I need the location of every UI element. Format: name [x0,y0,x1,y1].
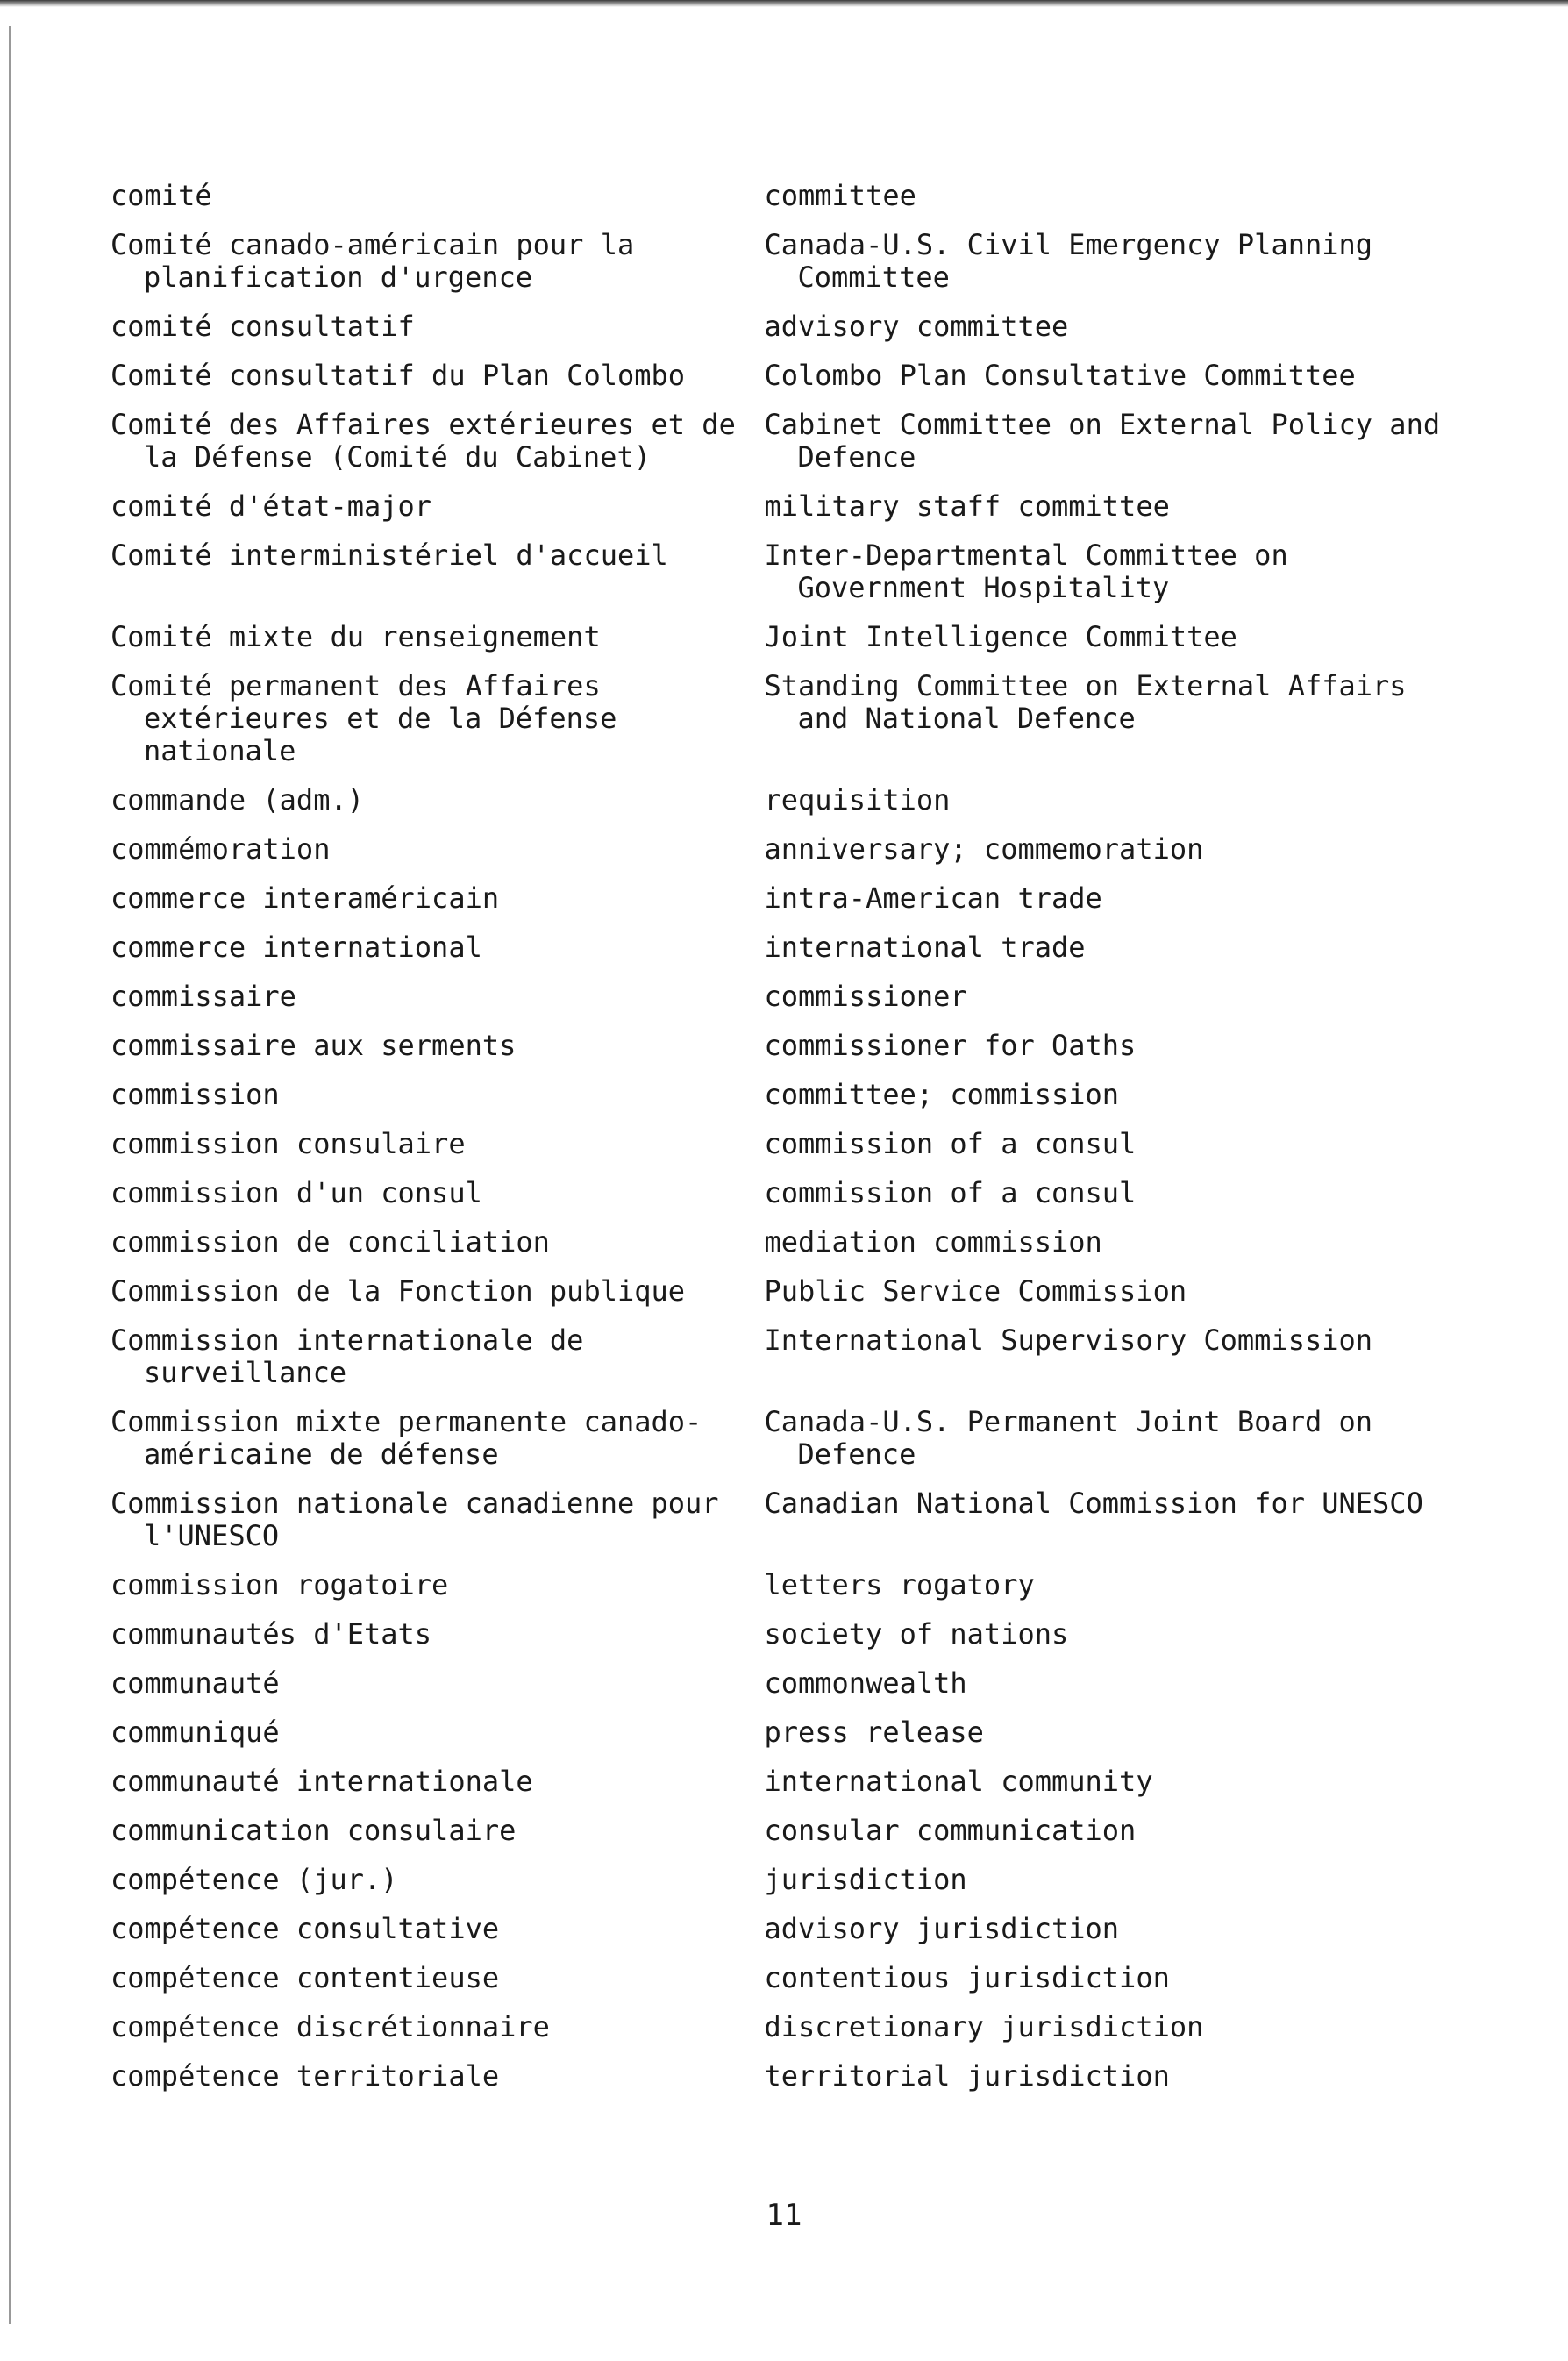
english-term: commission of a consul [764,1127,1137,1160]
glossary-entry [110,2011,1443,2044]
english-term: requisition [764,783,951,817]
english-term: international community [764,1765,1153,1798]
french-term: commande (adm.) [110,783,364,817]
english-term: anniversary; commemoration [764,832,1204,866]
glossary-entry [110,360,1443,392]
english-term: Canadian National Commission for UNESCO [764,1487,1423,1520]
french-term: commission de conciliation [110,1225,550,1259]
french-term: Comité mixte du renseignement [110,620,601,653]
glossary-table [110,179,1458,2109]
french-term: Comité permanent des Affaires extérieures et de la Défense nationale [110,669,634,767]
french-term: commissaire [110,980,296,1013]
french-term: Commission de la Fonction publique [110,1274,686,1308]
english-term: contentious jurisdiction [764,1961,1170,1994]
scan-top-edge [0,0,1568,7]
french-term: communautés d'Etats [110,1617,432,1651]
french-term: commission rogatoire [110,1568,449,1601]
glossary-entry [110,1487,1443,1552]
english-term: mediation commission [764,1225,1102,1259]
english-term: intra-American trade [764,881,1102,915]
glossary-entry [110,833,1443,866]
glossary-entry [110,408,1458,474]
french-term: compétence contentieuse [110,1961,500,1994]
english-term: Colombo Plan Consultative Committee [764,359,1356,392]
glossary-entry [110,1128,1443,1160]
french-term: commission d'un consul [110,1176,482,1209]
french-term: commerce interaméricain [110,881,500,915]
english-term: commonwealth [764,1666,967,1700]
glossary-entry [110,1275,1443,1308]
french-term: commissaire aux serments [110,1029,517,1062]
english-term: committee [764,179,916,212]
french-term: communication consulaire [110,1814,517,1847]
french-term: Commission internationale de surveillance [110,1323,601,1389]
glossary-entry [110,310,1443,343]
glossary-entry [110,539,1443,604]
french-term: commission consulaire [110,1127,466,1160]
glossary-entry [110,490,1443,523]
english-term: discretionary jurisdiction [764,2010,1204,2044]
french-term: compétence consultative [110,1912,500,1945]
glossary-entry [110,1618,1443,1651]
glossary-entry [110,670,1443,767]
glossary-entry [110,1079,1443,1111]
english-term: Inter-Departmental Committee on Government Hospitality [764,539,1305,604]
french-term: compétence territoriale [110,2059,500,2093]
glossary-entry [110,1864,1443,1896]
english-term: Cabinet Committee on External Policy and Defence [764,408,1458,474]
glossary-entry [110,180,1443,212]
english-term: commission of a consul [764,1176,1137,1209]
english-term: Standing Committee on External Affairs and National Defence [764,669,1423,735]
english-term: society of nations [764,1617,1069,1651]
english-term: jurisdiction [764,1863,967,1896]
french-term: commerce international [110,931,482,964]
english-term: military staff committee [764,489,1170,523]
french-term: Comité des Affaires extérieures et de la Défense (Comité du Cabinet) [110,408,753,474]
english-term: Canada-U.S. Civil Emergency Planning Committee [764,228,1390,294]
glossary-entry [110,882,1443,915]
glossary-entry [110,229,1443,294]
glossary-entry [110,621,1443,653]
glossary-entry [110,1030,1443,1062]
french-term: comité [110,179,212,212]
french-term: Commission mixte permanente canado-américaine de défense [110,1405,702,1471]
glossary-entry [110,1716,1443,1749]
glossary-entry [110,981,1443,1013]
french-term: commémoration [110,832,331,866]
french-term: compétence (jur.) [110,1863,398,1896]
french-term: communauté internationale [110,1765,533,1798]
english-term: advisory jurisdiction [764,1912,1120,1945]
glossary-entry [110,1913,1443,1945]
english-term: letters rogatory [764,1568,1035,1601]
english-term: Canada-U.S. Permanent Joint Board on Defence [764,1405,1390,1471]
glossary-entry [110,1406,1443,1471]
french-term: comité d'état-major [110,489,432,523]
english-term: territorial jurisdiction [764,2059,1170,2093]
glossary-entry [110,784,1443,817]
scan-left-edge [9,26,11,2324]
glossary-entry [110,1569,1443,1601]
glossary-entry [110,1962,1443,1994]
glossary-entry [110,1667,1443,1700]
english-term: press release [764,1715,984,1749]
english-term: commissioner [764,980,967,1013]
glossary-entry [110,1765,1443,1798]
english-term: Joint Intelligence Committee [764,620,1237,653]
page-number: 11 [766,2198,802,2233]
english-term: International Supervisory Commission [764,1323,1373,1357]
french-term: communauté [110,1666,280,1700]
glossary-entry [110,1324,1443,1389]
english-term: commissioner for Oaths [764,1029,1137,1062]
french-term: Comité consultatif du Plan Colombo [110,359,686,392]
glossary-entry [110,1226,1443,1259]
french-term: Commission nationale canadienne pour l'UNESCO [110,1487,736,1552]
english-term: advisory committee [764,310,1069,343]
english-term: Public Service Commission [764,1274,1187,1308]
english-term: consular communication [764,1814,1137,1847]
glossary-entry [110,1177,1443,1209]
french-term: Comité interministériel d'accueil [110,539,668,572]
english-term: committee; commission [764,1078,1120,1111]
french-term: communiqué [110,1715,280,1749]
french-term: Comité canado-américain pour la planification d'urgence [110,228,652,294]
glossary-entry [110,931,1443,964]
glossary-entry [110,2060,1443,2093]
french-term: commission [110,1078,280,1111]
french-term: compétence discrétionnaire [110,2010,550,2044]
english-term: international trade [764,931,1086,964]
french-term: comité consultatif [110,310,415,343]
glossary-entry [110,1815,1443,1847]
